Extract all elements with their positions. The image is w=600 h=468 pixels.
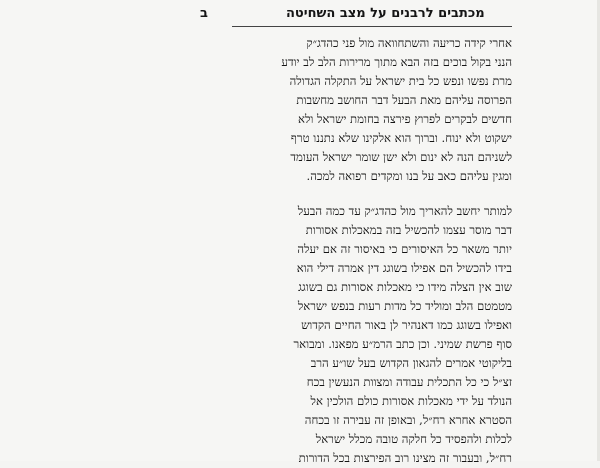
text-line: אחרי קידה כריעה והשתחוואה מול פני כהדג״ק: [306, 36, 512, 50]
body-text: [230, 34, 512, 468]
text-line: הנולד על ידי מאכלות אסורות כולם הולכין אל: [310, 394, 512, 408]
page-header: [200, 4, 510, 26]
text-line: שוב אין הצלה מידו כי מאכלות אסורות גם בשוגג: [298, 280, 512, 294]
text-line: הנני בקול בוכים בזה הבא מתוך מרירות הלב לב יודע: [281, 55, 512, 69]
text-line: חדשים לבקרים לפרוץ פירצה בחומת ישראל ולא: [298, 112, 512, 126]
text-line: ואפילו בשוגג כמו דאנהיר לן באור החיים הקדוש: [301, 318, 512, 332]
text-line: מטמטם הלב ומוליד כל מדות רעות בנפש ישראל: [297, 299, 512, 313]
text-line: בליקוטי אמרים להגאון הקדוש בעל שו״ע הרב: [310, 356, 512, 370]
text-line: סוף פרשת שמיני. וכן כתב הרמ״ע מפאנו. ומבואר: [293, 337, 512, 351]
text-line: לכלות ולהפסיד כל חלקה טובה מכלל ישראל: [315, 432, 512, 446]
text-line: מרת נפשו ונפש כל בית ישראל על התקלה הגדולה: [289, 74, 512, 88]
text-line: בידו להכשיל הם אפילו בשוגג דין אמרה דילי הוא: [296, 261, 512, 275]
text-line: יותר משאר כל האיסורים כי באיסור זה אם יעלה: [297, 242, 512, 256]
paragraph: [230, 34, 512, 186]
paragraph: [230, 202, 512, 468]
page-letter: ב: [200, 6, 208, 21]
text-line: לשניהם הנה לא ינום ולא ישן שומר ישראל העומד: [290, 150, 512, 164]
text-line: ומגין עליהם כאב על בנו ומקדים רפואה למכה.: [306, 169, 512, 183]
text-line: זצ״ל כי כל התכלית עבודה ומצוות הנעשין בכח: [306, 375, 512, 389]
text-line: רח״ל, ובעבור זה מצינו רוב הפירצות בכל הדורות: [298, 451, 512, 465]
text-line: למותר יחשב להאריך מול כהדג״ק עד כמה הבעל: [297, 204, 512, 218]
paragraph-gap: [230, 186, 512, 202]
text-line: ישקוט ולא ינוח. וברוך הוא אלקינו שלא נתננו טרף: [290, 131, 512, 145]
header-rule: [232, 26, 512, 27]
header-title: מכתבים לרבנים על מצב השחיטה: [286, 6, 485, 21]
text-line: הסטרא אחרא רח״ל, ובאופן זה עבירה זו בכחה: [304, 413, 512, 427]
text-line: דבר מוסר עצמו להכשיל בזה במאכלות אסורות: [305, 223, 512, 237]
text-line: הפרוסה עליהם מאת הבעל דבר החושב מחשבות: [296, 93, 512, 107]
